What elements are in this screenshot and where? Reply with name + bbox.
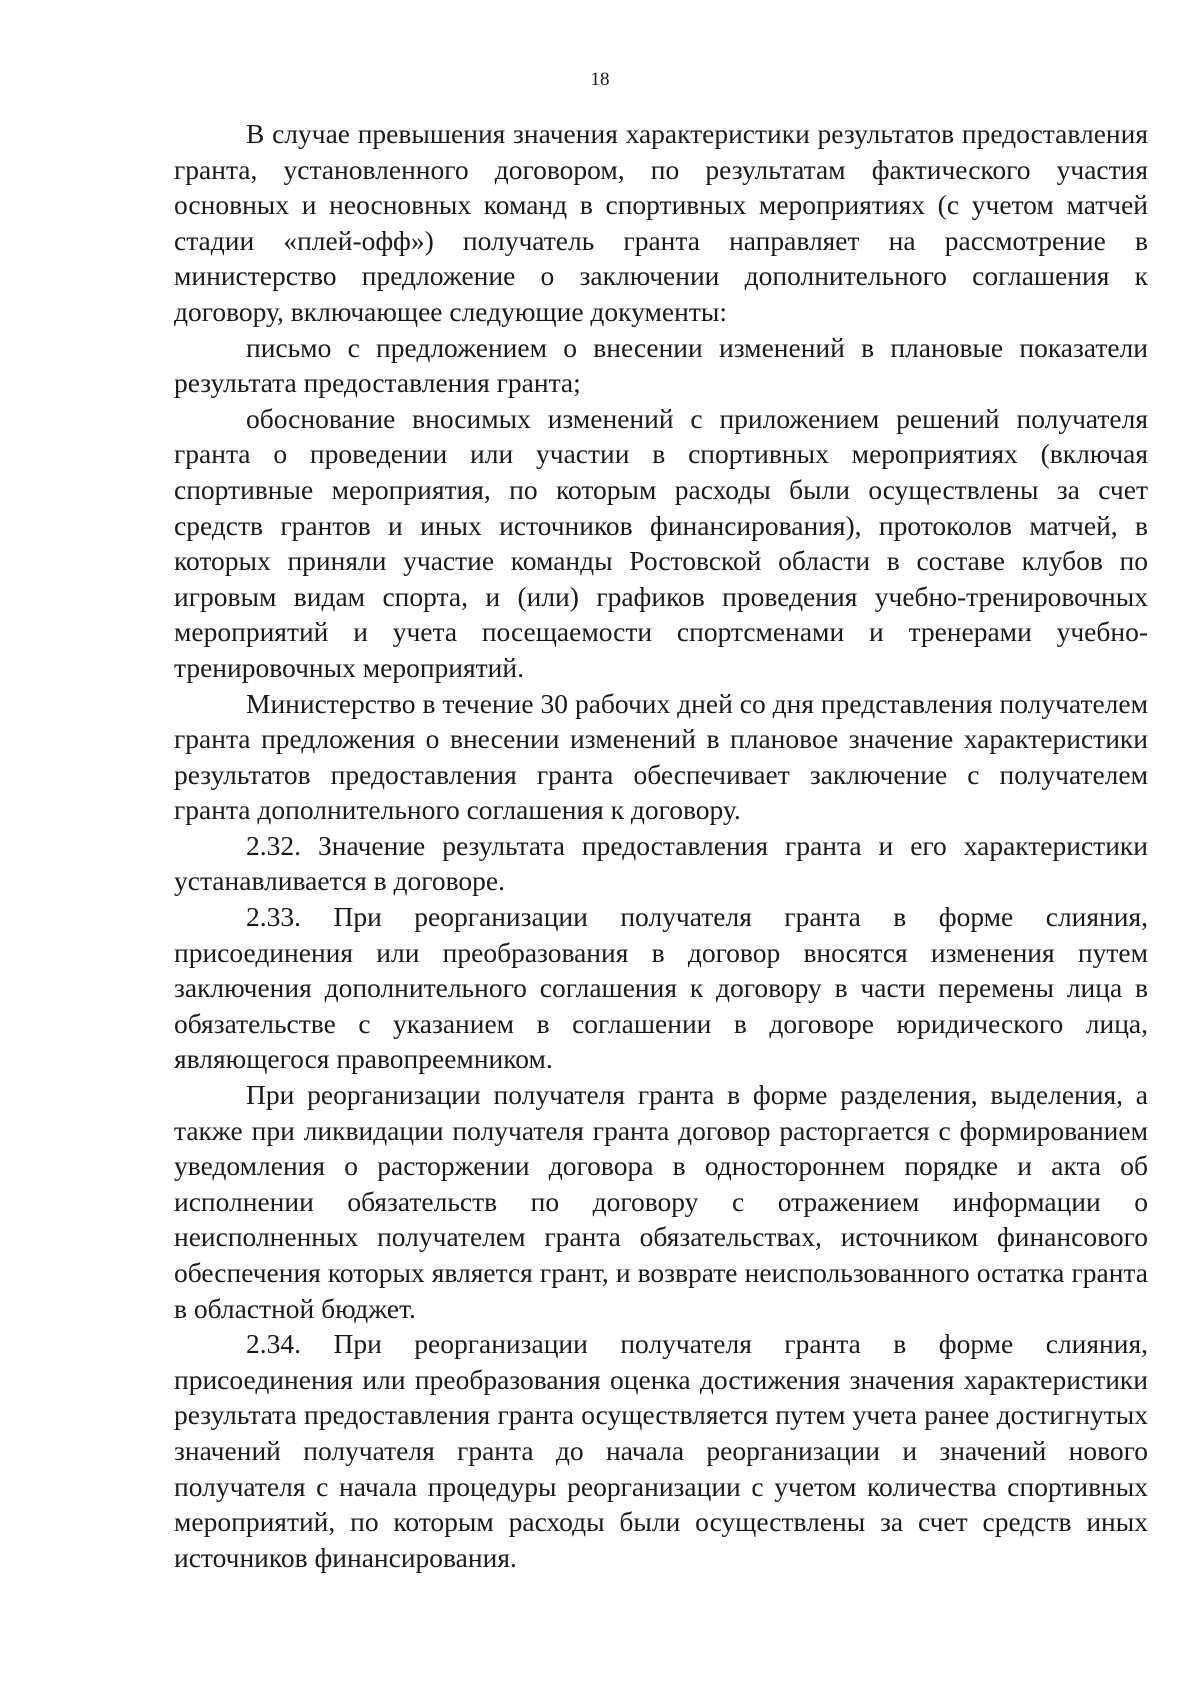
paragraph-clause-2-32: 2.32. Значение результата предоставления гранта и его характеристики устанавливается в договоре. — [174, 829, 1148, 897]
paragraph-justification: обоснование вносимых изменений с приложением решений получателя гранта о проведении или участии в спортивных мероприятиях (включая спортивные мероприятия, по которым расходы были осуществлены за счет средств грантов и иных источников финансирования), протоколов матчей, в которых приняли участие команды Ростовской области в составе клубов по игровым видам спорта, и (или) графиков проведения учебно-тренировочных мероприятий и учета посещаемости спортсменами и тренерами учебно-тренировочных мероприятий. — [174, 402, 1148, 683]
page-number: 18 — [590, 69, 610, 90]
paragraph-proposal-letter: письмо с предложением о внесении изменений в плановые показатели результата предоставления гранта; — [174, 331, 1148, 399]
paragraph-clause-2-34: 2.34. При реорганизации получателя гранта в форме слияния, присоединения или преобразования оценка достижения значения характеристики результата предоставления гранта осуществляется путем учета ранее достигнутых значений получателя гранта до начала реорганизации и значений нового получателя с начала процедуры реорганизации с учетом количества спортивных мероприятий, по которым расходы были осуществлены за счет средств иных источников финансирования. — [174, 1328, 1148, 1573]
paragraph-clause-2-33: 2.33. При реорганизации получателя гранта в форме слияния, присоединения или преобразования в договор вносятся изменения путем заключения дополнительного соглашения к договору в части перемены лица в обязательстве с указанием в соглашении в договоре юридического лица, являющегося правопреемником. — [174, 901, 1148, 1075]
document-body — [174, 116, 1148, 1575]
paragraph-excess-value: В случае превышения значения характеристики результатов предоставления гранта, установленного договором, по результатам фактического участия основных и неосновных команд в спортивных мероприятиях (с учетом матчей стадии «плей-офф») получатель гранта направляет на рассмотрение в министерство предложение о заключении дополнительного соглашения к договору, включающее следующие документы: — [174, 118, 1148, 327]
paragraph-reorganization-termination: При реорганизации получателя гранта в форме разделения, выделения, а также при ликвидации получателя гранта договор расторгается с формированием уведомления о расторжении договора в одностороннем порядке и акта об исполнении обязательств по договору с отражением информации о неисполненных получателем гранта обязательствах, источником финансового обеспечения которых является грант, и возврате неиспользованного остатка гранта в областной бюджет. — [174, 1079, 1148, 1324]
paragraph-ministry-deadline: Министерство в течение 30 рабочих дней со дня представления получателем гранта предложения о внесении изменений в плановое значение характеристики результатов предоставления гранта обеспечивает заключение с получателем гранта дополнительного соглашения к договору. — [174, 687, 1148, 826]
